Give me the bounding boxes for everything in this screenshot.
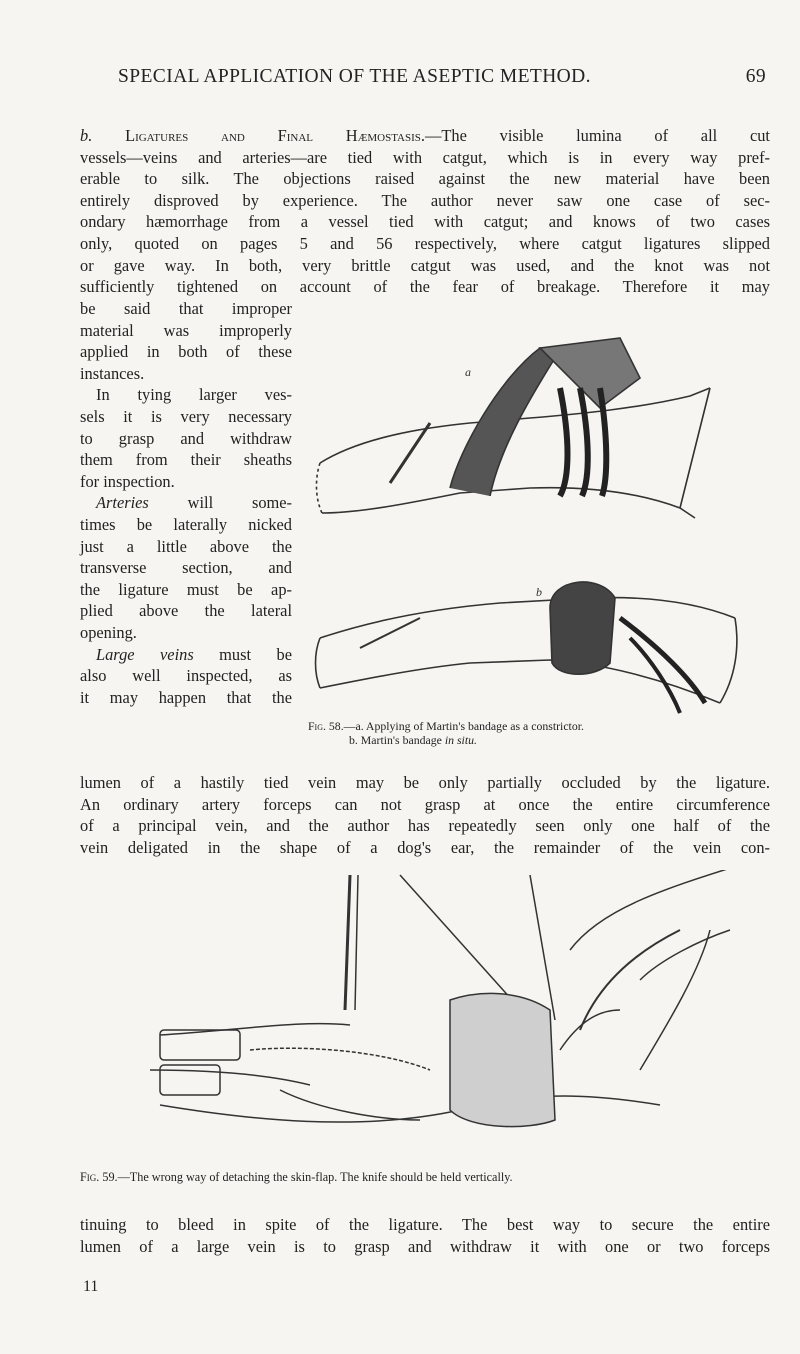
figure-58-label-a: a bbox=[465, 365, 471, 379]
text-line: for inspection. bbox=[80, 471, 175, 491]
caption-line bbox=[308, 733, 778, 747]
closing-paragraph bbox=[80, 1214, 770, 1257]
text-line: times be laterally nicked bbox=[80, 514, 292, 534]
text-line: lumen of a large vein is to grasp and withdraw it with one or two forceps bbox=[80, 1236, 770, 1256]
text-line: tinuing to bleed in spite of the ligature. The best way to secure the entire bbox=[80, 1215, 770, 1234]
text-line: also well inspected, as bbox=[80, 666, 292, 686]
figure-58a-leg-drawing bbox=[316, 338, 710, 518]
text-line: vein deligated in the shape of a dog's ear, the remainder of the vein con- bbox=[80, 837, 770, 857]
narrow-column bbox=[80, 298, 292, 708]
signature-mark: 11 bbox=[83, 1278, 99, 1295]
text-line bbox=[80, 492, 292, 514]
text-line: applied in both of these bbox=[80, 342, 292, 362]
text-line: transverse section, and bbox=[80, 558, 292, 578]
continuation-paragraph bbox=[80, 772, 770, 858]
term-large-veins: Large veins bbox=[96, 644, 194, 664]
caption-line bbox=[308, 719, 778, 733]
figure-58-caption bbox=[308, 719, 778, 747]
figure-59-caption bbox=[80, 1170, 770, 1185]
text-line: the ligature must be ap- bbox=[80, 579, 292, 599]
text-line: of a principal vein, and the author has repeatedly seen only one half of the bbox=[80, 816, 770, 836]
figure-58b-leg-drawing bbox=[316, 582, 737, 713]
caption-text: —The wrong way of detaching the skin-flap. The knife should be held vertically. bbox=[117, 1170, 513, 1184]
caption-text: —a. Applying of Martin's bandage as a constrictor. bbox=[343, 719, 584, 733]
text-line: entirely disproved by experience. The author never saw one case of sec- bbox=[80, 190, 770, 210]
text-line: only, quoted on pages 5 and 56 respectively, where catgut ligatures slipped bbox=[80, 233, 770, 253]
text-line: just a little above the bbox=[80, 536, 292, 556]
text-line: material was improperly bbox=[80, 320, 292, 340]
text-line: instances. bbox=[80, 363, 145, 383]
text-line bbox=[80, 644, 292, 666]
caption-fig-label: Fig. 59. bbox=[80, 1170, 118, 1184]
section-heading: Ligatures and Final Hæmostasis. bbox=[125, 126, 425, 145]
text-line: sels it is very necessary bbox=[80, 406, 292, 426]
text-line: to grasp and withdraw bbox=[80, 428, 292, 448]
text-line: In tying larger ves- bbox=[96, 385, 292, 405]
text-run: —The visible lumina of all cut bbox=[425, 126, 770, 145]
text-line: An ordinary artery forceps can not grasp at once the entire circumference bbox=[80, 794, 770, 814]
section-label: b. bbox=[80, 126, 93, 145]
section-paragraph bbox=[80, 125, 770, 298]
caption-text: b. Martin's bandage bbox=[349, 733, 445, 747]
figure-58-label-b: b bbox=[536, 585, 542, 599]
page-number: 69 bbox=[745, 66, 766, 87]
figure-59-illustration bbox=[100, 870, 740, 1160]
text-run: will some- bbox=[148, 493, 292, 513]
text-line: plied above the lateral bbox=[80, 601, 292, 621]
text-line: vessels—veins and arteries—are tied with catgut, which is in every way pref- bbox=[80, 147, 770, 167]
text-line: sufficiently tightened on account of the fear of breakage. Therefore it may bbox=[80, 277, 770, 297]
term-arteries: Arteries bbox=[96, 493, 149, 513]
text-line: it may happen that the bbox=[80, 687, 292, 707]
figure-58-illustration bbox=[300, 318, 745, 723]
text-line: ondary hæmorrhage from a vessel tied with catgut; and knows of two cases bbox=[80, 212, 770, 232]
running-title: SPECIAL APPLICATION OF THE ASEPTIC METHOD. bbox=[118, 66, 591, 87]
text-line: erable to silk. The objections raised against the new material have been bbox=[80, 169, 770, 189]
text-line: or gave way. In both, very brittle catgut was used, and the knot was not bbox=[80, 255, 770, 275]
text-line: be said that improper bbox=[80, 299, 292, 318]
caption-fig-label: Fig. 58. bbox=[308, 719, 344, 733]
text-line bbox=[80, 125, 770, 147]
text-line: opening. bbox=[80, 622, 137, 642]
text-run: must be bbox=[193, 644, 292, 664]
caption-italic: in situ. bbox=[444, 733, 477, 747]
text-line: lumen of a hastily tied vein may be only partially occluded by the ligature. bbox=[80, 773, 770, 792]
text-line: them from their sheaths bbox=[80, 450, 292, 470]
